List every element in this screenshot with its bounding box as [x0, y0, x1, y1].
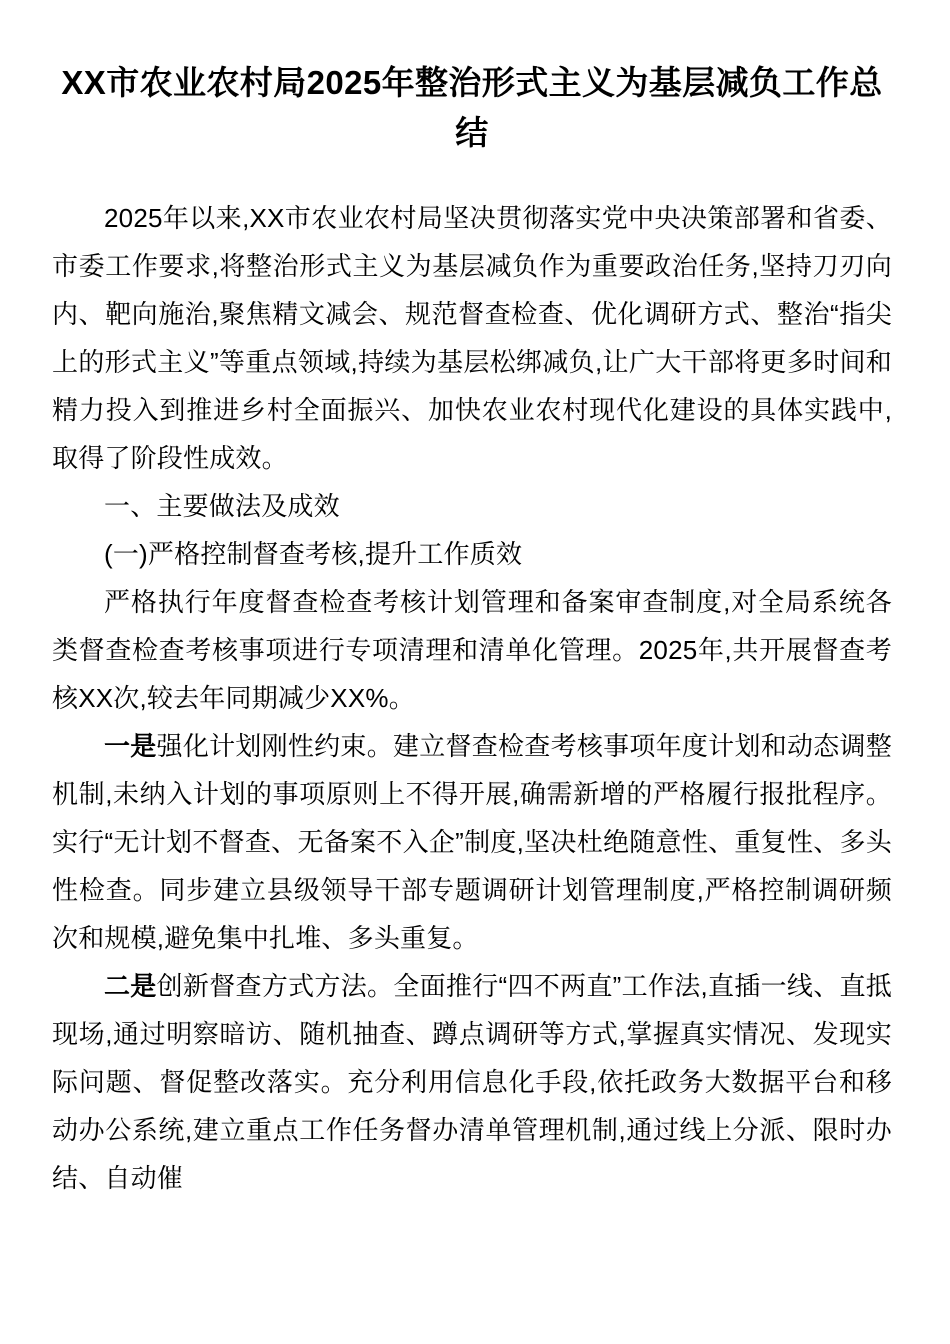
page-title: XX市农业农村局2025年整治形式主义为基层减负工作总结 [61, 64, 883, 151]
paragraph-point-2 [52, 962, 892, 1202]
point-1-text: 强化计划刚性约束。建立督查检查考核事项年度计划和动态调整机制,未纳入计划的事项原则上不得开展,确需新增的严格履行报批程序。实行“无计划不督查、无备案不入企”制度,坚决杜绝随意性、重复性、多头性检查。同步建立县级领导干部专题调研计划管理制度,严格控制调研频次和规模,避免集中扎堆、多头重复。 [52, 731, 892, 953]
point-2-lead: 二是 [104, 971, 157, 1001]
paragraph-opening: 2025年以来,XX市农业农村局坚决贯彻落实党中央决策部署和省委、市委工作要求,将整治形式主义为基层减负作为重要政治任务,坚持刀刃向内、靶向施治,聚焦精文减会、规范督查检查、优化调研方式、整治“指尖上的形式主义”等重点领域,持续为基层松绑减负,让广大干部将更多时间和精力投入到推进乡村全面振兴、加快农业农村现代化建设的具体实践中,取得了阶段性成效。 [52, 203, 892, 473]
point-2-text: 创新督查方式方法。全面推行“四不两直”工作法,直插一线、直抵现场,通过明察暗访、随机抽查、蹲点调研等方式,掌握真实情况、发现实际问题、督促整改落实。充分利用信息化手段,依托政务大数据平台和移动办公系统,建立重点工作任务督办清单管理机制,通过线上分派、限时办结、自动催 [52, 971, 892, 1193]
paragraph-section-1-1-body: 严格执行年度督查检查考核计划管理和备案审查制度,对全局系统各类督查检查考核事项进行专项清理和清单化管理。2025年,共开展督查考核XX次,较去年同期减少XX%。 [52, 587, 892, 713]
point-1-lead: 一是 [104, 731, 157, 761]
paragraph-point-1 [52, 722, 892, 962]
document-body [52, 194, 892, 1202]
section-heading-1: 一、主要做法及成效 [104, 491, 340, 521]
section-heading-1-1: (一)严格控制督查考核,提升工作质效 [104, 539, 523, 569]
